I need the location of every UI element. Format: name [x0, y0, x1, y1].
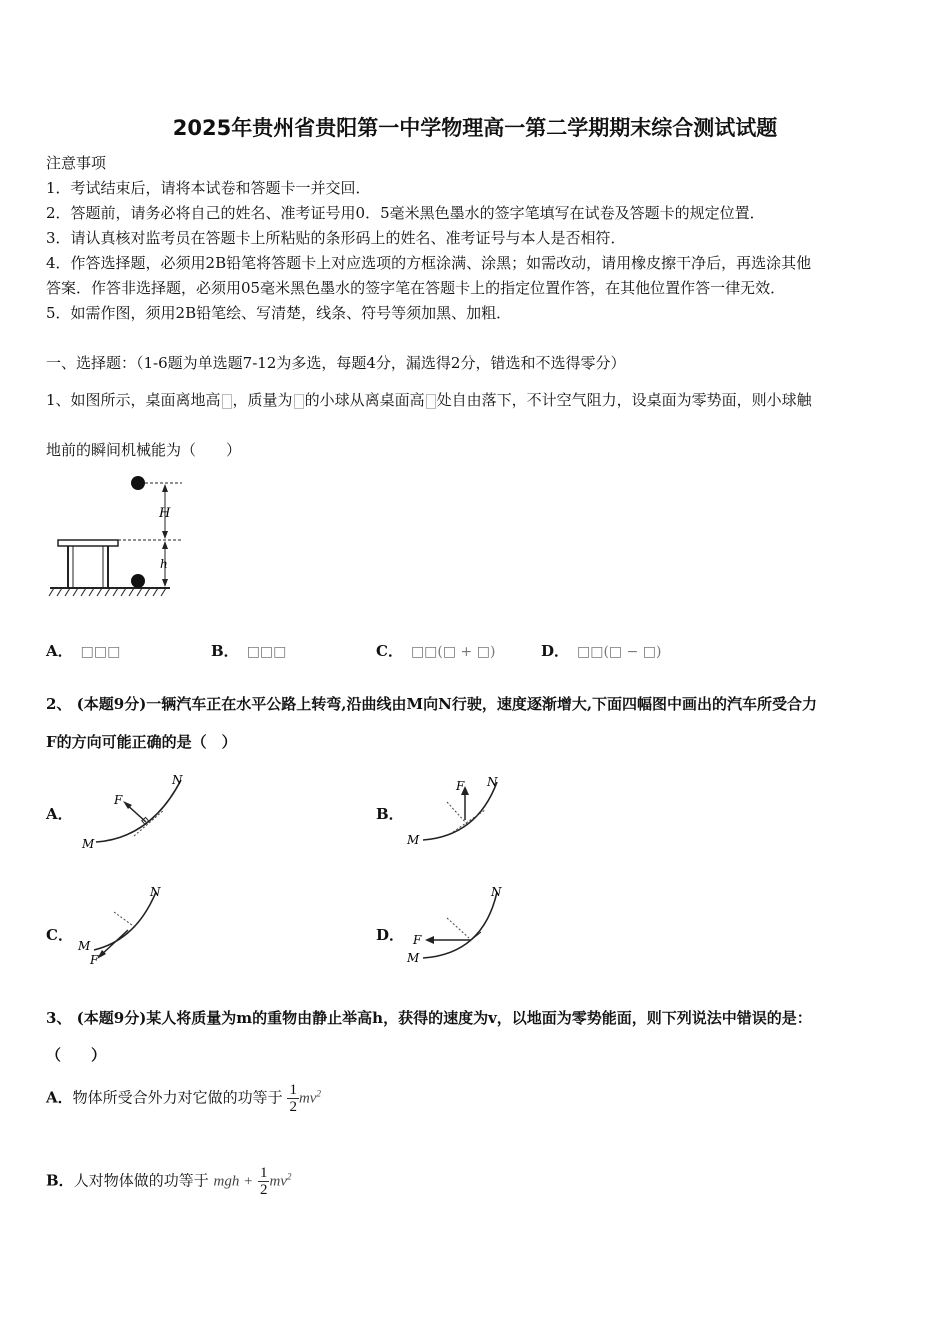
label-F: F [114, 793, 123, 807]
q1-part2: ，质量为 [232, 391, 293, 409]
notice-heading: 注意事项 [46, 154, 107, 172]
q3-option-b[interactable]: B．人对物体做的功等于 mgh + $\frac{1}{2}$ $mv^2$ [46, 1165, 292, 1198]
label-M: M [407, 951, 420, 965]
option-label: A． [46, 1088, 73, 1107]
page-title: 2025年贵州省贵阳第一中学物理高一第二学期期末综合测试试题 [172, 116, 778, 140]
label-N: N [150, 885, 161, 899]
math-mgh: mgh + [213, 1173, 254, 1190]
notice-item: 2．答题前，请务必将自己的姓名、准考证号用0．5毫米黑色墨水的签字笔填写在试卷及答题卡的规定位置． [46, 204, 765, 222]
label-M: M [78, 939, 91, 953]
option-label: C． [376, 642, 403, 660]
q1-option-b[interactable] [211, 640, 286, 661]
notice-item: 5．如需作图，须用2B铅笔绘、写清楚，线条、符号等须加黑、加粗． [46, 304, 512, 322]
q2-text-line2: F的方向可能正确的是（ ） [46, 733, 237, 751]
placeholder-icon [294, 394, 304, 409]
label-H: H [159, 506, 171, 521]
option-label: B． [211, 642, 239, 660]
notice-item: 4．作答选择题，必须用2B铅笔将答题卡上对应选项的方框涂满、涂黑；如需改动，请用橡皮擦干净后，再选涂其他 [46, 254, 812, 272]
option-label: B． [46, 1171, 74, 1190]
q2-option-a[interactable]: A． [46, 805, 73, 823]
label-M: M [82, 837, 95, 851]
q3-text: 3、 (本题9分)某人将质量为m的重物由静止举高h，获得的速度为v，以地面为零势能面，则下列说法中错误的是： [46, 1009, 812, 1027]
q1-option-c[interactable] [376, 640, 495, 661]
option-value: □□□ [80, 644, 121, 660]
label-N: N [491, 885, 502, 899]
q3-text-line2: （ ） [46, 1046, 107, 1064]
q1-figure [46, 472, 196, 602]
placeholder-icon [222, 394, 232, 409]
notice-item: 答案．作答非选择题，必须用05毫米黑色墨水的签字笔在答题卡上的指定位置作答，在其他位置作答一律无效． [46, 279, 786, 297]
notice-item: 1．考试结束后，请将本试卷和答题卡一并交回． [46, 179, 371, 197]
math-mv2: mv [298, 1090, 317, 1107]
option-label: D． [541, 642, 570, 660]
q2-figure-b [405, 770, 525, 855]
q2-option-b[interactable]: B． [376, 805, 404, 823]
math-mv2: mv [269, 1173, 287, 1190]
placeholder-icon [426, 394, 436, 409]
q1-part1: 1、如图所示，桌面离地高 [46, 391, 221, 409]
fraction: $\frac{1}{2}$ [259, 1165, 268, 1198]
q1-option-a[interactable] [46, 640, 120, 661]
fraction: $\frac{1}{2}$ [289, 1082, 297, 1115]
label-M: M [407, 833, 420, 847]
option-value: □□(□ − □) [577, 644, 662, 660]
label-N: N [172, 773, 183, 787]
label-F: F [413, 933, 422, 947]
q1-text [46, 389, 812, 410]
q2-figure-c [76, 884, 186, 969]
option-value: □□□ [246, 644, 287, 660]
q1-text-line2: 地前的瞬间机械能为（ ） [46, 441, 242, 459]
q2-figure-d [405, 884, 515, 969]
label-N: N [487, 775, 498, 789]
option-text: 物体所受合外力对它做的功等于 [72, 1088, 283, 1107]
option-value: □□(□ + □) [410, 644, 496, 660]
q3-option-a[interactable]: A．物体所受合外力对它做的功等于 $\frac{1}{2}$ $mv^2$ [46, 1082, 321, 1115]
label-F: F [90, 953, 99, 967]
notice-item: 3．请认真核对监考员在答题卡上所粘贴的条形码上的姓名、准考证号与本人是否相符． [46, 229, 626, 247]
q2-figure-a [76, 770, 196, 855]
option-text: 人对物体做的功等于 [73, 1171, 209, 1190]
q1-option-d[interactable] [541, 640, 661, 661]
q1-part4: 处自由落下，不计空气阻力，设桌面为零势面，则小球触 [436, 391, 812, 409]
option-label: A． [46, 642, 73, 660]
q2-text: 2、 (本题9分)一辆汽车正在水平公路上转弯,沿曲线由M向N行驶，速度逐渐增大,下面四幅图中画出的汽车所受合力 [46, 695, 818, 713]
q1-part3: 的小球从离桌面高 [304, 391, 425, 409]
q2-option-d[interactable]: D． [376, 926, 405, 944]
section-heading: 一、选择题：（1-6题为单选题7-12为多选，每题4分，漏选得2分，错选和不选得零分） [46, 354, 626, 372]
label-h: h [160, 557, 168, 571]
label-F: F [456, 779, 465, 793]
q2-option-c[interactable]: C． [46, 926, 73, 944]
